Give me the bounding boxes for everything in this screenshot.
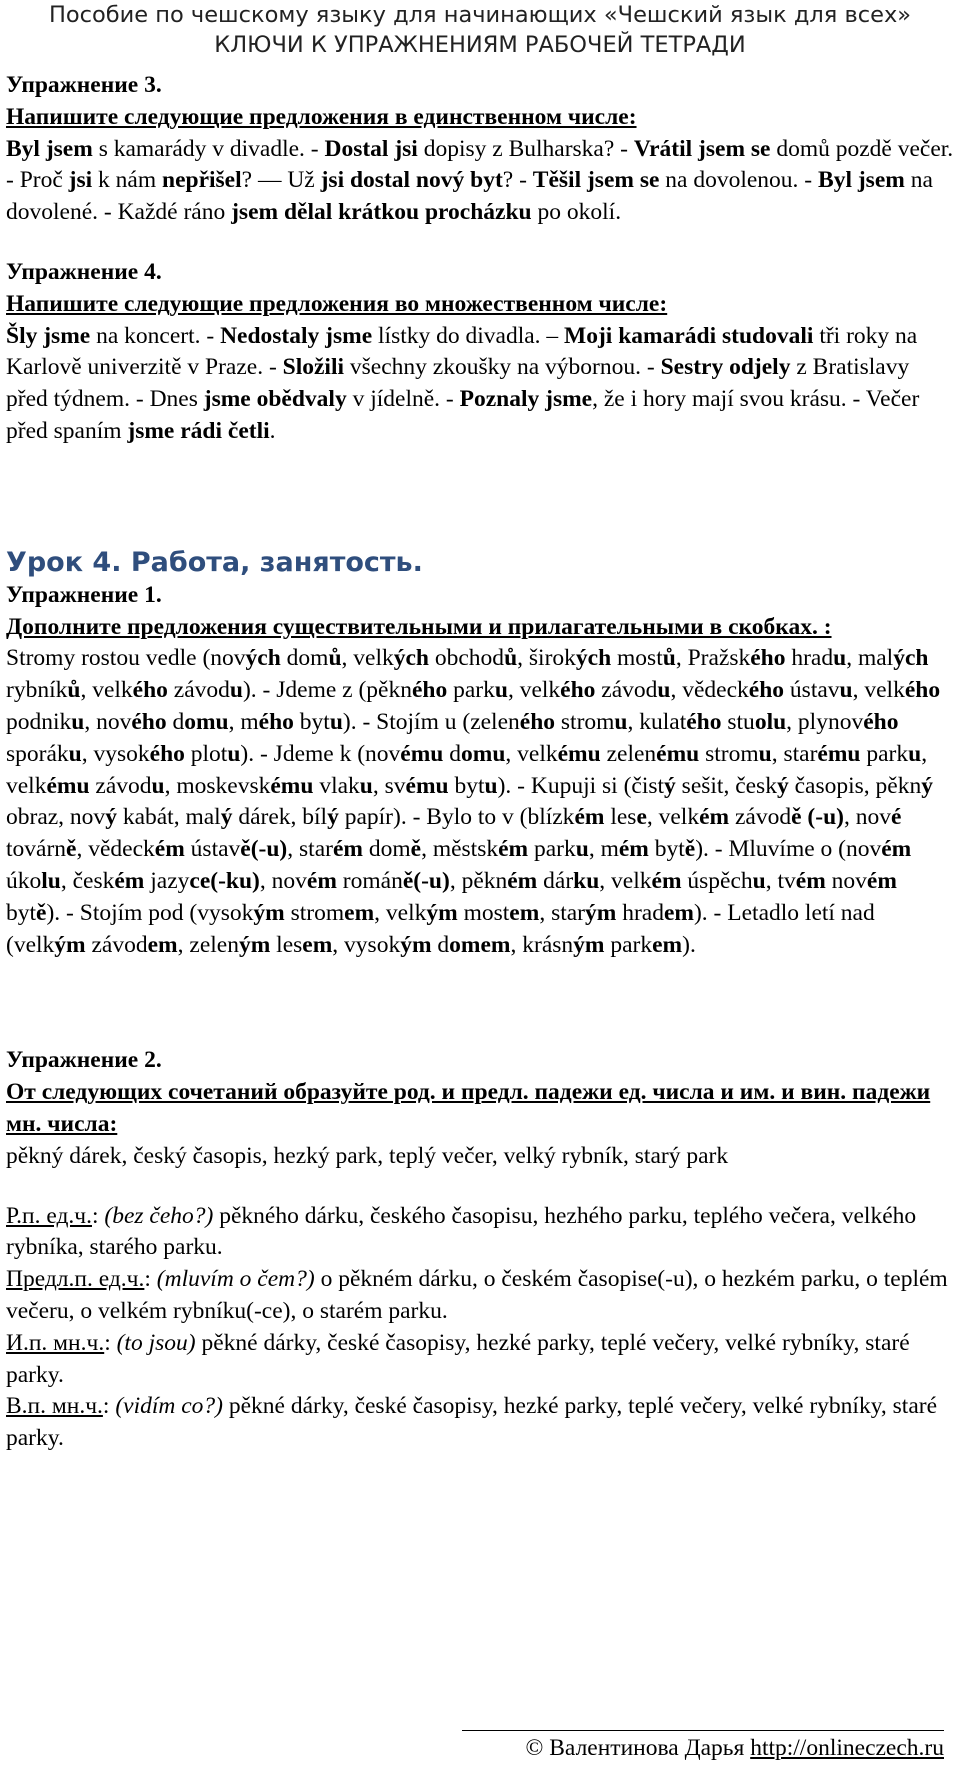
header-subtitle: КЛЮЧИ К УПРАЖНЕНИЯМ РАБОЧЕЙ ТЕТРАДИ xyxy=(214,32,746,58)
exercise-answer: Stromy rostou vedle (nových domů, velkých obchodů, širokých mostů, Pražského hradu, malých rybníků, velkého závodu). - Jdeme z (pěkného parku, velkého závodu, vědeckého ústavu, velkého podniku, nového domu, mého bytu). - Stojím u (zeleného stromu, kulatého stuolu, plynového sporáku, vysokého plotu). - Jdeme k (novému domu, velkému zelenému stromu, starému parku, velkému závodu, moskevskému vlaku, svému bytu). - Kupuji si (čistý sešit, český časopis, pěkný obraz, nový kabát, malý dárek, bílý papír). - Bylo to v (blízkém lese, velkém závodě (-u), nové továrně, vědeckém ústavě(-u), starém domě, městském parku, mém bytě). - Mluvíme o (novém úkolu, českém jazyce(-ku), novém románě(-u), pěkném dárku, velkém úspěchu, tvém novém bytě). - Stojím pod (vysokým stromem, velkým mostem, starým hradem). - Letadlo letí nad (velkým závodem, zeleným lesem, vysokým domem, krásným parkem). xyxy=(6,645,941,958)
exercise-title: Упражнение 4. xyxy=(6,258,162,285)
exercise-title: Упражнение 2. xyxy=(6,1047,162,1074)
exercise-task: От следующих сочетаний образуйте род. и предл. падежи ед. числа и им. и вин. падежи мн. числа: xyxy=(6,1079,931,1137)
exercise-3 xyxy=(6,70,954,229)
lesson4-exercise-2 xyxy=(6,1045,954,1455)
exercise-answer: Byl jsem s kamarády v divadle. - Dostal jsi dopisy z Bulharska? - Vrátil jsem se domů pozdě večer. - Proč jsi k nám nepřišel? — Už jsi dostal nový byt? - Těšil jsem se na dovolenou. - Byl jsem na dovolené. - Každé ráno jsem dělal krátkou procházku po okolí. xyxy=(6,135,954,226)
document-page xyxy=(6,0,954,1455)
exercise-answer: Šly jsme na koncert. - Nedostaly jsme lístky do divadla. – Moji kamarádi studovali tři roky na Karlově univerzitě v Praze. - Složili všechny zkoušky na výbornou. - Sestry odjely z Bratislavy před týdnem. - Dnes jsme obědvaly v jídelně. - Poznaly jsme, že i hory mají svou krásu. - Večer před spaním jsme rádi četli. xyxy=(6,322,920,444)
exercise-4 xyxy=(6,257,954,448)
header-title: Пособие по чешскому языку для начинающих «Чешский язык для всех» xyxy=(48,2,912,28)
page-header xyxy=(6,0,954,60)
case-accusative-plural: В.п. мн.ч.: (vidím co?) pěkné dárky, české časopisy, hezké parky, teplé večery, velké rybníky, staré parky. xyxy=(6,1393,938,1452)
lesson-heading: Урок 4. Работа, занятость. xyxy=(6,546,423,578)
lesson4-exercise-1 xyxy=(6,580,954,962)
exercise-task: Напишите следующие предложения в единственном числе: xyxy=(6,103,637,130)
exercise-task: Напишите следующие предложения во множественном числе: xyxy=(6,290,668,317)
exercise-title: Упражнение 3. xyxy=(6,72,162,98)
case-genitive-singular: Р.п. ед.ч.: (bez čeho?) pěkného dárku, českého časopisu, hezhého parku, teplého večera, velkého rybníka, starého parku. xyxy=(6,1202,917,1261)
footer-link[interactable]: http://onlineczech.ru xyxy=(750,1735,944,1761)
case-nominative-plural: И.п. мн.ч.: (to jsou) pěkné dárky, české časopisy, hezké parky, teplé večery, velké rybníky, staré parky. xyxy=(6,1329,910,1388)
footer-author: © Валентинова Дарья xyxy=(525,1735,751,1761)
exercise-title: Упражнение 1. xyxy=(6,581,162,608)
exercise-task: Дополните предложения существительными и прилагательными в скобках. : xyxy=(6,613,832,640)
page-footer xyxy=(462,1730,944,1763)
case-prepositional-singular: Предл.п. ед.ч.: (mluvím o čem?) o pěkném dárku, o českém časopise(-u), o hezkém parku, o teplém večeru, o velkém rybníku(-ce), o starém parku. xyxy=(6,1266,948,1324)
exercise-phrases: pěkný dárek, český časopis, hezký park, teplý večer, velký rybník, starý park xyxy=(6,1142,729,1169)
